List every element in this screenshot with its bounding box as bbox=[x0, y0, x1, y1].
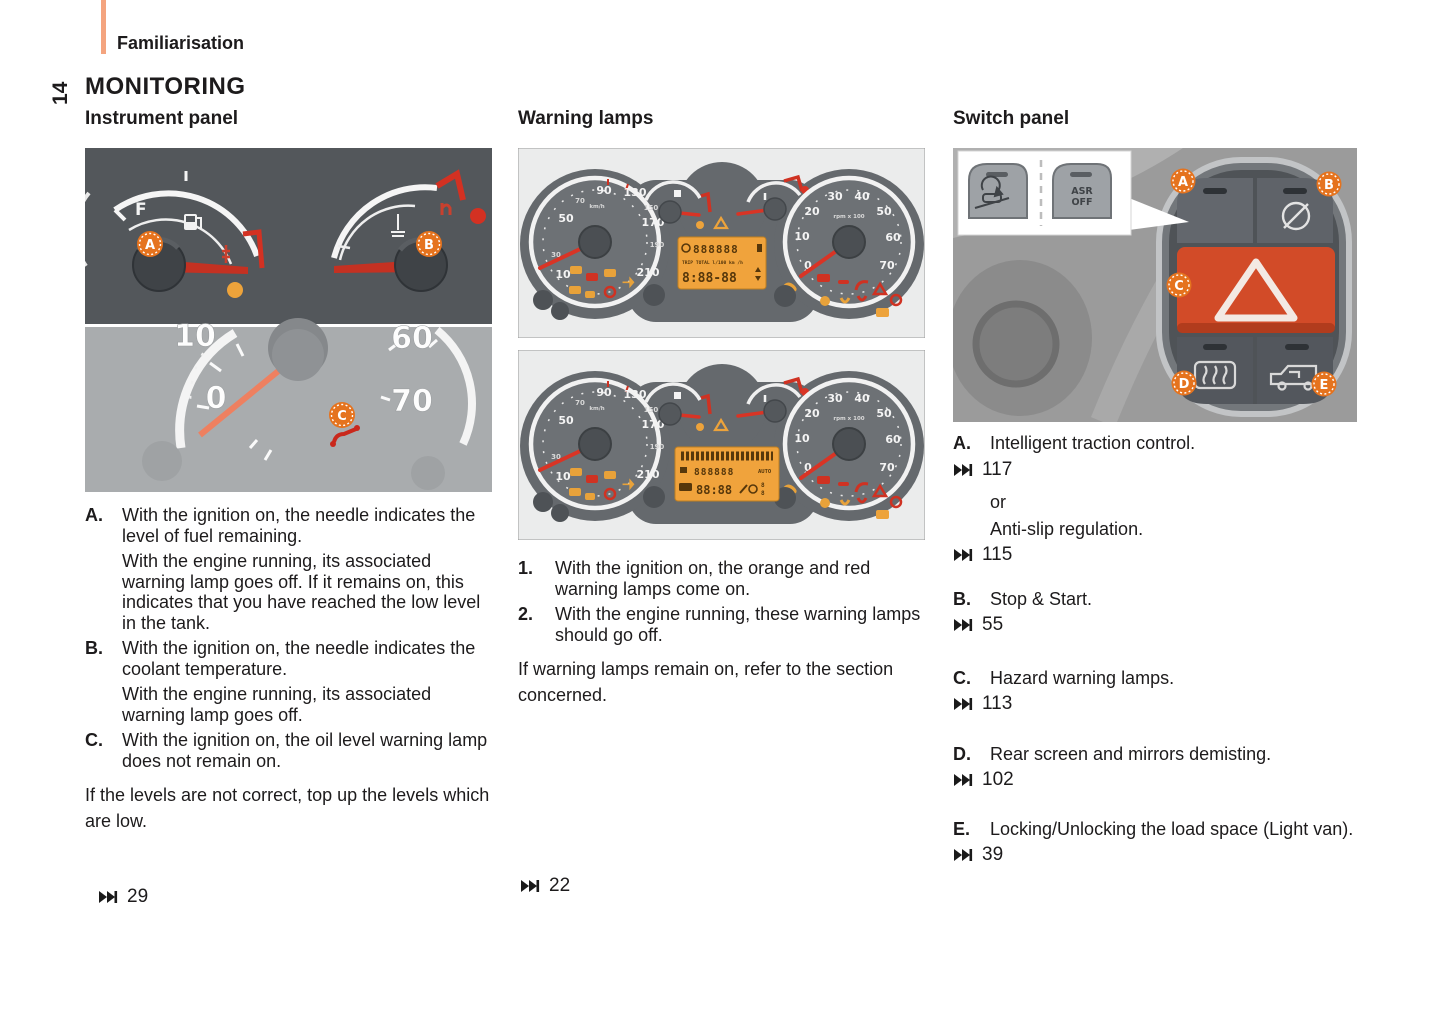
item-paragraph: With the engine running, its associated warning lamp goes off. bbox=[122, 684, 432, 725]
entry-label: B. bbox=[953, 588, 971, 609]
svg-text:70: 70 bbox=[391, 384, 433, 419]
page-reference-number: 55 bbox=[982, 614, 1004, 635]
switch-slot bbox=[1203, 344, 1227, 350]
page-forward-icon bbox=[953, 697, 973, 711]
entry-text: Stop & Start. bbox=[990, 588, 1093, 609]
page-reference bbox=[520, 875, 570, 897]
switch-slot bbox=[1285, 344, 1309, 350]
switch-panel-heading: Switch panel bbox=[953, 108, 1070, 129]
entry-label: C. bbox=[953, 667, 971, 688]
instrument-panel-figure bbox=[85, 148, 492, 497]
page-reference bbox=[953, 460, 1365, 481]
page-reference bbox=[953, 694, 1365, 715]
svg-text:D: D bbox=[1178, 377, 1190, 392]
entry-text: Rear screen and mirrors demisting. bbox=[990, 743, 1272, 764]
list-item bbox=[518, 558, 936, 599]
multifunction-display bbox=[675, 447, 779, 501]
multifunction-display bbox=[678, 237, 766, 289]
switch-entry bbox=[953, 433, 1365, 454]
switch-entry bbox=[953, 668, 1365, 689]
footnote: If warning lamps remain on, refer to the section concerned. bbox=[518, 659, 894, 705]
svg-text:10: 10 bbox=[174, 319, 216, 354]
warning-lamps-figure-1 bbox=[518, 148, 925, 343]
page-reference-number: 102 bbox=[982, 769, 1014, 790]
warning-lamps-heading: Warning lamps bbox=[518, 108, 654, 129]
svg-text:888888: 888888 bbox=[694, 467, 735, 478]
marker-e-badge bbox=[1312, 372, 1337, 397]
section-label: Familiarisation bbox=[117, 33, 245, 53]
button-knob bbox=[142, 441, 182, 481]
page-forward-icon bbox=[953, 773, 973, 787]
page-forward-icon bbox=[953, 463, 973, 477]
item-paragraph: With the ignition on, the needle indicates the coolant temperature. bbox=[122, 638, 476, 679]
door-speaker bbox=[976, 304, 1056, 384]
item-paragraph: With the engine running, its associated warning lamp goes off. If it remains on, this indicates that you have reached the low level in the tank. bbox=[122, 551, 481, 633]
svg-text:B: B bbox=[1324, 178, 1334, 193]
entry-alt-text: Anti-slip regulation. bbox=[990, 518, 1144, 539]
svg-text:F: F bbox=[135, 200, 147, 220]
button-knob bbox=[411, 456, 445, 490]
instrument-panel-heading: Instrument panel bbox=[85, 108, 239, 129]
marker-c-badge bbox=[329, 402, 355, 428]
item-paragraph: With the ignition on, the needle indicates the level of fuel remaining. bbox=[122, 505, 476, 546]
instrument-panel-text bbox=[85, 505, 497, 834]
svg-text:A: A bbox=[1177, 175, 1189, 190]
page-reference bbox=[953, 770, 1365, 791]
page-number: 14 bbox=[49, 81, 72, 105]
switch-panel-figure bbox=[953, 148, 1357, 427]
or-label: or bbox=[990, 492, 1007, 512]
switch-entry bbox=[953, 819, 1365, 840]
item-label: 2. bbox=[518, 604, 534, 624]
svg-text:C: C bbox=[337, 409, 347, 424]
marker-b-badge bbox=[1317, 172, 1342, 197]
svg-text:TRIP TOTAL l/100 km /h: TRIP TOTAL l/100 km /h bbox=[682, 261, 743, 266]
entry-label: E. bbox=[953, 818, 971, 839]
footnote: If the levels are not correct, top up the levels which are low. bbox=[85, 785, 490, 831]
page-forward-icon bbox=[520, 879, 540, 893]
switch-slot bbox=[1283, 188, 1307, 194]
page-forward-icon bbox=[953, 548, 973, 562]
entry-label: A. bbox=[953, 433, 971, 453]
item-label: 1. bbox=[518, 558, 534, 578]
page-reference-number: 29 bbox=[127, 886, 149, 907]
temp-warning-dot-lamp bbox=[470, 208, 486, 224]
page-reference-number: 113 bbox=[982, 693, 1013, 714]
list-item bbox=[85, 730, 497, 771]
entry-text: Hazard warning lamps. bbox=[990, 667, 1175, 688]
page-forward-icon bbox=[98, 890, 118, 904]
page-forward-icon bbox=[953, 848, 973, 862]
svg-text:888888: 888888 bbox=[693, 243, 739, 256]
item-label: B. bbox=[85, 638, 103, 658]
page-reference-number: 115 bbox=[982, 544, 1013, 565]
switch-entry bbox=[953, 589, 1365, 610]
svg-text:60: 60 bbox=[391, 321, 433, 356]
asr-label: OFF bbox=[1071, 197, 1093, 208]
traction-control-button bbox=[969, 164, 1027, 218]
page-reference bbox=[953, 615, 1365, 636]
item-paragraph: With the engine running, these warning lamps should go off. bbox=[555, 604, 921, 645]
asr-label: ASR bbox=[1071, 186, 1093, 197]
page-reference bbox=[953, 845, 1365, 866]
section-accent-rule bbox=[101, 0, 106, 54]
marker-b-badge bbox=[416, 231, 442, 257]
marker-d-badge bbox=[1172, 371, 1197, 396]
svg-text:AUTO: AUTO bbox=[758, 469, 772, 475]
list-item bbox=[85, 505, 497, 633]
list-item bbox=[518, 604, 936, 645]
switch-slot bbox=[1070, 172, 1092, 177]
warning-lamps-text bbox=[518, 558, 936, 708]
marker-a-badge bbox=[137, 231, 163, 257]
entry-text: Intelligent traction control. bbox=[990, 433, 1196, 453]
page-reference bbox=[98, 886, 148, 908]
svg-text:B: B bbox=[424, 238, 434, 253]
warning-lamps-figure-2 bbox=[518, 350, 925, 545]
item-label: C. bbox=[85, 730, 103, 750]
marker-c-badge bbox=[1167, 273, 1192, 298]
fuel-pump-glyph bbox=[757, 244, 762, 252]
svg-text:8: 8 bbox=[761, 482, 765, 489]
switch-entry bbox=[953, 744, 1365, 765]
svg-text:E: E bbox=[1319, 378, 1329, 393]
odometer-glyph bbox=[680, 467, 687, 473]
list-item bbox=[85, 638, 497, 725]
svg-text:8: 8 bbox=[761, 490, 765, 497]
page-title: MONITORING bbox=[85, 73, 246, 100]
asr-off-button bbox=[1053, 164, 1111, 218]
low-fuel-dot-lamp bbox=[227, 282, 243, 298]
temp-glyph bbox=[679, 483, 692, 491]
marker-a-badge bbox=[1171, 169, 1196, 194]
page-forward-icon bbox=[953, 618, 973, 632]
page-reference-number: 22 bbox=[549, 875, 571, 896]
page-reference-number: 39 bbox=[982, 844, 1004, 865]
svg-text:A: A bbox=[144, 238, 156, 253]
item-paragraph: With the ignition on, the oil level warning lamp does not remain on. bbox=[122, 730, 488, 771]
entry-text: Locking/Unlocking the load space (Light van). bbox=[990, 818, 1354, 839]
svg-text:C: C bbox=[1174, 279, 1184, 294]
item-paragraph: With the ignition on, the orange and red warning lamps come on. bbox=[555, 558, 871, 599]
svg-text:88:88: 88:88 bbox=[696, 483, 733, 497]
svg-text:0: 0 bbox=[205, 381, 227, 416]
page-reference-number: 117 bbox=[982, 458, 1013, 480]
entry-label: D. bbox=[953, 743, 971, 764]
switch-slot bbox=[1203, 188, 1227, 194]
svg-text:8:88-88: 8:88-88 bbox=[682, 271, 737, 286]
switch-panel-text bbox=[953, 433, 1365, 866]
page-reference bbox=[953, 545, 1365, 566]
hazard-switch bbox=[1177, 247, 1335, 333]
item-label: A. bbox=[85, 505, 103, 525]
